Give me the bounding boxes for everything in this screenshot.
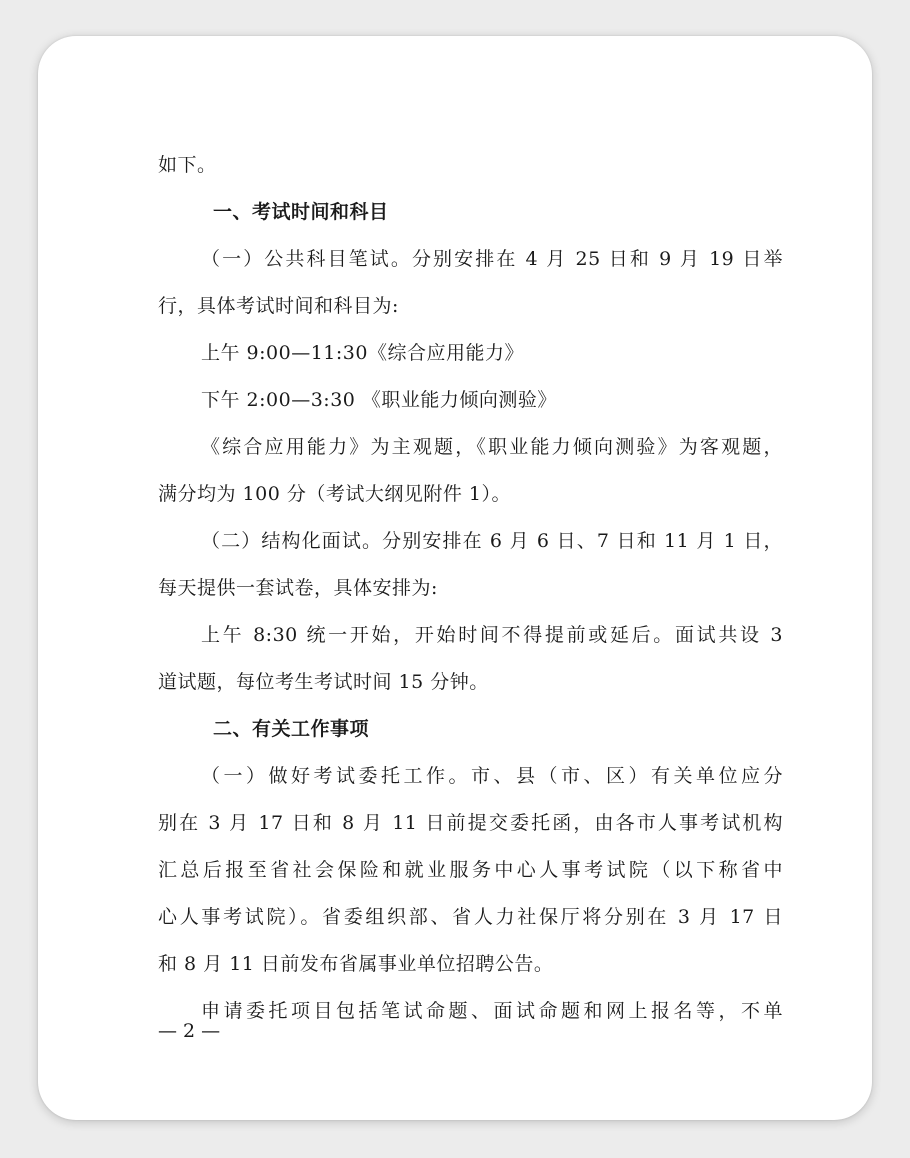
text-line: 下午 2:00—3:30 《职业能力倾向测验》 — [201, 389, 557, 411]
text-line: 如下。 — [158, 154, 217, 176]
document-page — [38, 36, 872, 1120]
text-line: 上午 9:00—11:30《综合应用能力》 — [201, 342, 524, 364]
text-line: （一）公共科目笔试。分别安排在 4 月 25 日和 9 月 19 日举 — [201, 248, 783, 270]
text-line: （一）做好考试委托工作。市、县（市、区）有关单位应分 — [201, 765, 783, 787]
text-line: 和 8 月 11 日前发布省属事业单位招聘公告。 — [158, 953, 554, 975]
text-line: 道试题，每位考生考试时间 15 分钟。 — [158, 671, 489, 693]
page-number: — 2 — — [158, 1020, 221, 1042]
text-line: 申请委托项目包括笔试命题、面试命题和网上报名等，不单 — [201, 1000, 783, 1022]
text-line: （二）结构化面试。分别安排在 6 月 6 日、7 日和 11 月 1 日， — [201, 530, 783, 552]
text-line: 上午 8:30 统一开始，开始时间不得提前或延后。面试共设 3 — [201, 624, 783, 646]
section-heading: 一、考试时间和科目 — [213, 201, 389, 223]
text-line: 汇总后报至省社会保险和就业服务中心人事考试院（以下称省中 — [158, 859, 783, 881]
section-heading: 二、有关工作事项 — [213, 718, 370, 740]
text-line: 别在 3 月 17 日和 8 月 11 日前提交委托函，由各市人事考试机构 — [158, 812, 783, 834]
text-line: 《综合应用能力》为主观题，《职业能力倾向测验》为客观题， — [201, 436, 783, 458]
text-line: 满分均为 100 分（考试大纲见附件 1）。 — [158, 483, 511, 505]
text-line: 心人事考试院）。省委组织部、省人力社保厅将分别在 3 月 17 日 — [158, 906, 783, 928]
text-line: 每天提供一套试卷，具体安排为: — [158, 577, 438, 599]
text-line: 行，具体考试时间和科目为: — [158, 295, 399, 317]
